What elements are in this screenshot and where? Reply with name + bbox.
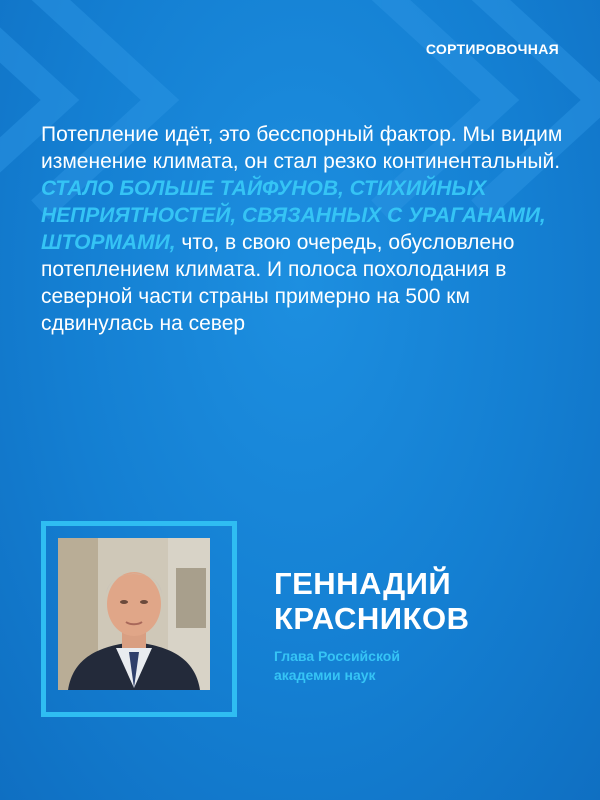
person-role-line-2: академии наук xyxy=(274,667,376,683)
quote-part-1: Потепление идёт, это бесспорный фактор. Мы видим изменение климата, он стал резко континентальный. xyxy=(41,123,563,173)
person-role xyxy=(274,647,400,685)
person-name xyxy=(274,566,469,636)
person-role-line-1: Глава Российской xyxy=(274,648,400,664)
brand-label: СОРТИРОВОЧНАЯ xyxy=(425,41,559,57)
person-name-line-2: КРАСНИКОВ xyxy=(274,601,470,636)
person-name-line-1: ГЕННАДИЙ xyxy=(274,566,452,601)
portrait-photo xyxy=(58,538,210,690)
quote-part-2: что, в свою очередь, обусловлено потеплением климата. И полоса похолодания в северной части страны примерно на 500 км сдвинулась на север xyxy=(41,231,515,335)
quote-highlight: СТАЛО БОЛЬШЕ ТАЙФУНОВ, СТИХИЙНЫХ НЕПРИЯТНОСТЕЙ, СВЯЗАННЫХ С УРАГАНАМИ, ШТОРМАМИ, xyxy=(41,177,546,254)
quote-text xyxy=(41,121,571,337)
